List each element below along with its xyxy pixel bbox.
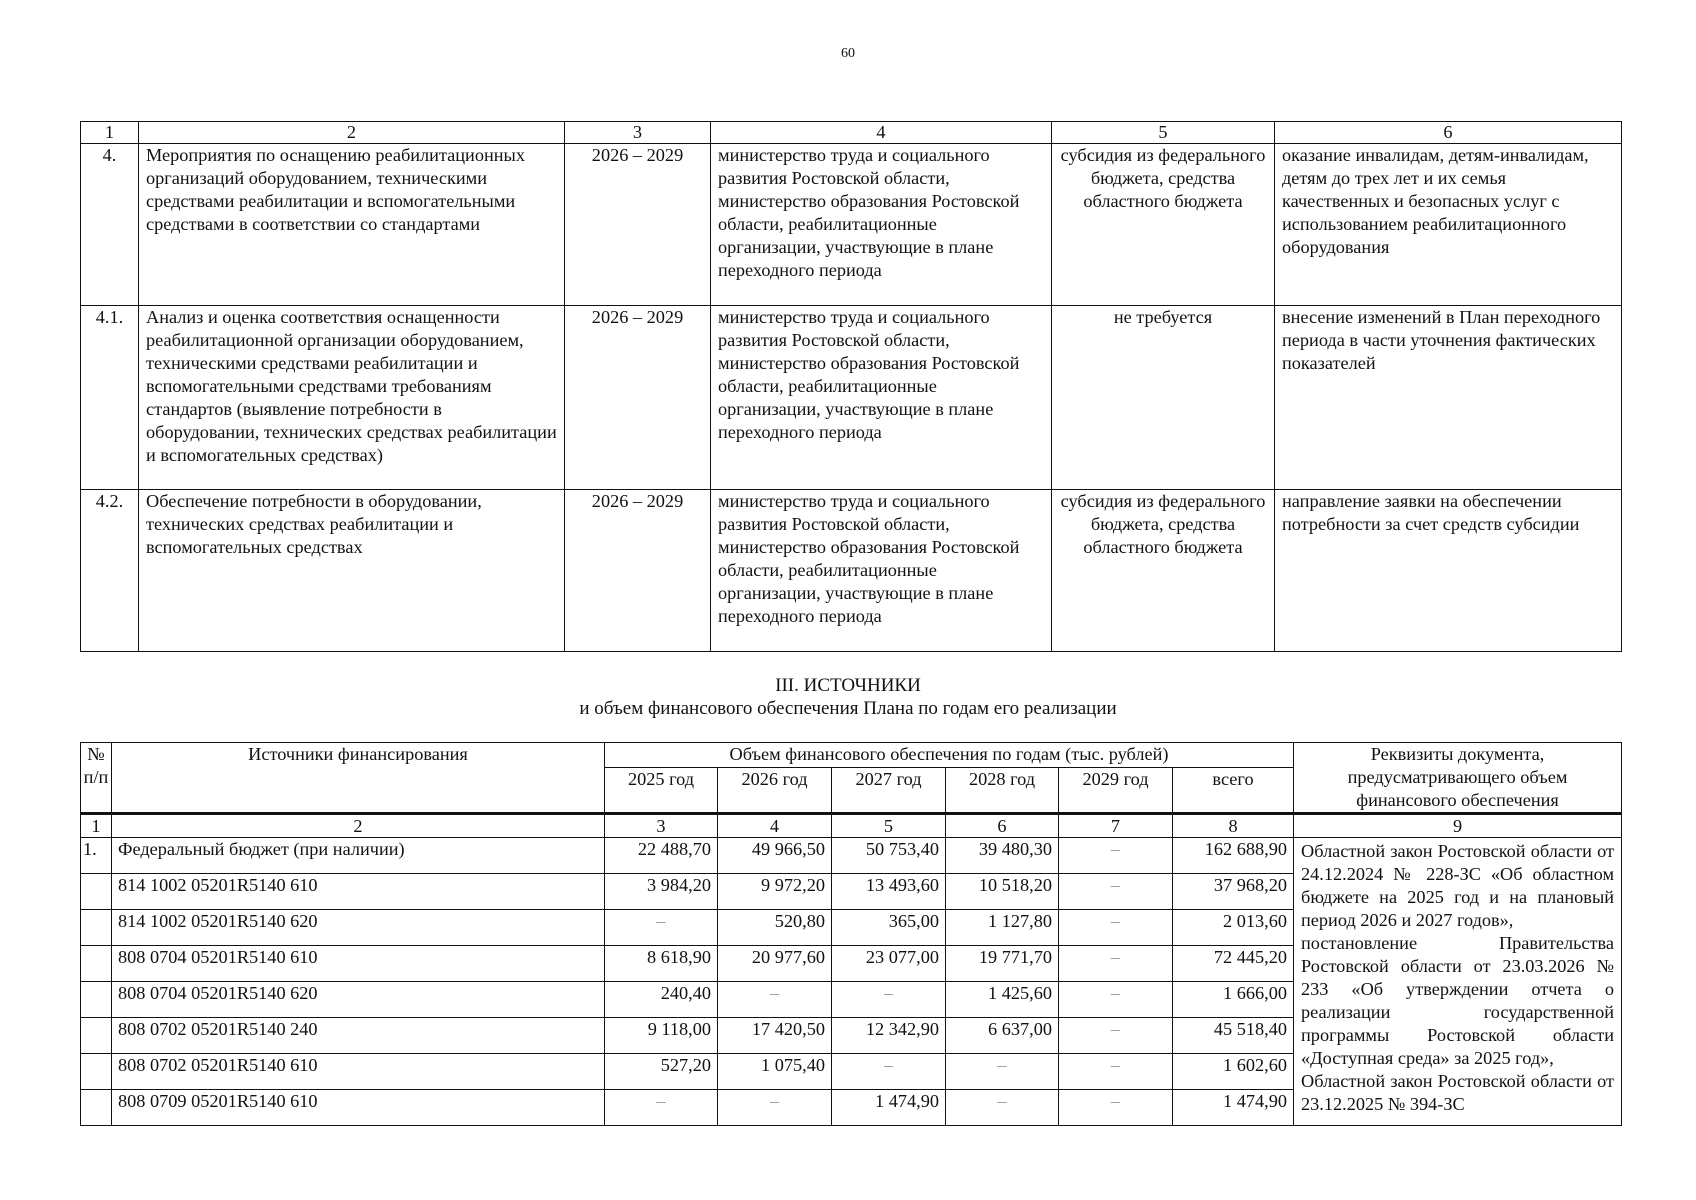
table-row: [81, 306, 1622, 490]
column-number: 5: [1052, 122, 1275, 144]
source-name: 814 1002 05201R5140 620: [112, 910, 605, 946]
empty-value: –: [1059, 910, 1173, 946]
row-number: [81, 910, 112, 946]
column-number: 5: [832, 814, 946, 838]
empty-value: –: [718, 982, 832, 1018]
empty-value: –: [1059, 838, 1173, 874]
column-number: 3: [565, 122, 711, 144]
year-value: 10 518,20: [946, 874, 1059, 910]
header-num: № п/п: [81, 743, 112, 814]
year-value: 1 474,90: [832, 1090, 946, 1126]
table-row: [81, 490, 1622, 652]
row-number: [81, 874, 112, 910]
row-number: 4.2.: [81, 490, 139, 652]
activity-period: 2026 – 2029: [565, 490, 711, 652]
empty-value: –: [1059, 874, 1173, 910]
year-value: 23 077,00: [832, 946, 946, 982]
column-number: 8: [1173, 814, 1294, 838]
column-number: 6: [946, 814, 1059, 838]
header-year: 2027 год: [832, 768, 946, 814]
empty-value: –: [605, 910, 718, 946]
total-value: 1 602,60: [1173, 1054, 1294, 1090]
activity-name: Обеспечение потребности в оборудовании, технических средствах реабилитации и вспомогательных средствах: [139, 490, 565, 652]
requisites-paragraph: постановление Правительства Ростовской области от 23.03.2026 № 233 «Об утверждении отчета о реализации государственной программы Ростовской области «Доступная среда» за 2025 год»,: [1301, 933, 1615, 1068]
column-number: 4: [718, 814, 832, 838]
table-row: [81, 838, 1622, 874]
year-value: 240,40: [605, 982, 718, 1018]
source-name: 808 0709 05201R5140 610: [112, 1090, 605, 1126]
source-name: Федеральный бюджет (при наличии): [112, 838, 605, 874]
header-volume: Объем финансового обеспечения по годам (тыс. рублей): [605, 743, 1294, 768]
financing-table: [80, 742, 1622, 1126]
year-value: 20 977,60: [718, 946, 832, 982]
empty-value: –: [718, 1090, 832, 1126]
header-requisites: Реквизиты документа, предусматривающего объем финансового обеспечения: [1294, 743, 1622, 814]
empty-value: –: [1059, 1090, 1173, 1126]
requisites-paragraph: Областной закон Ростовской области от 23.12.2025 № 394-ЗС: [1301, 1071, 1615, 1114]
total-value: 1 474,90: [1173, 1090, 1294, 1126]
row-number: [81, 982, 112, 1018]
activities-table: [80, 121, 1622, 652]
row-number: 4.: [81, 144, 139, 306]
year-value: 9 972,20: [718, 874, 832, 910]
activity-funding: субсидия из федерального бюджета, средства областного бюджета: [1052, 490, 1275, 652]
total-value: 2 013,60: [1173, 910, 1294, 946]
year-value: 8 618,90: [605, 946, 718, 982]
total-value: 45 518,40: [1173, 1018, 1294, 1054]
year-value: 13 493,60: [832, 874, 946, 910]
year-value: 1 425,60: [946, 982, 1059, 1018]
total-value: 162 688,90: [1173, 838, 1294, 874]
activity-result: оказание инвалидам, детям-инвалидам, детям до трех лет и их семья качественных и безопасных услуг с использованием реабилитационного оборудования: [1275, 144, 1622, 306]
column-number: 3: [605, 814, 718, 838]
table-header-row: [81, 743, 1622, 768]
header-year: 2029 год: [1059, 768, 1173, 814]
activity-funding: не требуется: [1052, 306, 1275, 490]
empty-value: –: [946, 1090, 1059, 1126]
total-value: 72 445,20: [1173, 946, 1294, 982]
header-year: 2025 год: [605, 768, 718, 814]
activity-funding: субсидия из федерального бюджета, средства областного бюджета: [1052, 144, 1275, 306]
row-number: [81, 1090, 112, 1126]
year-value: 6 637,00: [946, 1018, 1059, 1054]
column-number: 4: [711, 122, 1052, 144]
row-number: 1.: [81, 838, 112, 874]
empty-value: –: [1059, 1054, 1173, 1090]
year-value: 9 118,00: [605, 1018, 718, 1054]
empty-value: –: [1059, 946, 1173, 982]
header-sources: Источники финансирования: [112, 743, 605, 814]
source-name: 808 0704 05201R5140 620: [112, 982, 605, 1018]
column-number: 2: [112, 814, 605, 838]
activity-executors: министерство труда и социального развития Ростовской области, министерство образования Ростовской области, реабилитационные организации, участвующие в плане переходного периода: [711, 306, 1052, 490]
empty-value: –: [1059, 982, 1173, 1018]
year-value: 520,80: [718, 910, 832, 946]
year-value: 527,20: [605, 1054, 718, 1090]
column-number: 7: [1059, 814, 1173, 838]
source-name: 808 0704 05201R5140 610: [112, 946, 605, 982]
year-value: 3 984,20: [605, 874, 718, 910]
header-year: 2026 год: [718, 768, 832, 814]
source-name: 808 0702 05201R5140 610: [112, 1054, 605, 1090]
empty-value: –: [832, 1054, 946, 1090]
year-value: 39 480,30: [946, 838, 1059, 874]
activity-result: направление заявки на обеспечении потребности за счет средств субсидии: [1275, 490, 1622, 652]
header-total: всего: [1173, 768, 1294, 814]
activity-result: внесение изменений в План переходного периода в части уточнения фактических показателей: [1275, 306, 1622, 490]
empty-value: –: [1059, 1018, 1173, 1054]
column-number: 2: [139, 122, 565, 144]
year-value: 49 966,50: [718, 838, 832, 874]
row-number: [81, 946, 112, 982]
activity-period: 2026 – 2029: [565, 306, 711, 490]
requisites-clip: [1301, 840, 1614, 1123]
column-number: 6: [1275, 122, 1622, 144]
empty-value: –: [832, 982, 946, 1018]
column-number: 9: [1294, 814, 1622, 838]
activity-executors: министерство труда и социального развития Ростовской области, министерство образования Ростовской области, реабилитационные организации, участвующие в плане переходного периода: [711, 144, 1052, 306]
year-value: 19 771,70: [946, 946, 1059, 982]
table-row: [81, 144, 1622, 306]
activity-period: 2026 – 2029: [565, 144, 711, 306]
requisites-text: [1294, 838, 1622, 1126]
source-name: 814 1002 05201R5140 610: [112, 874, 605, 910]
year-value: 1 075,40: [718, 1054, 832, 1090]
year-value: 1 127,80: [946, 910, 1059, 946]
column-numbers-row: [81, 814, 1622, 838]
activity-executors: министерство труда и социального развития Ростовской области, министерство образования Ростовской области, реабилитационные организации, участвующие в плане переходного периода: [711, 490, 1052, 652]
row-number: [81, 1018, 112, 1054]
row-number: 4.1.: [81, 306, 139, 490]
year-value: 50 753,40: [832, 838, 946, 874]
empty-value: –: [605, 1090, 718, 1126]
row-number: [81, 1054, 112, 1090]
page-number: 60: [841, 46, 855, 61]
activity-name: Мероприятия по оснащению реабилитационных организаций оборудованием, техническими средствами реабилитации и вспомогательными средствами в соответствии со стандартами: [139, 144, 565, 306]
requisites-paragraph: Областной закон Ростовской области от 24.12.2024 № 228-ЗС «Об областном бюджете на 2025 год и на плановый период 2026 и 2027 годов»,: [1301, 841, 1615, 930]
column-number: 1: [81, 122, 139, 144]
year-value: 365,00: [832, 910, 946, 946]
total-value: 1 666,00: [1173, 982, 1294, 1018]
section-subtitle: и объем финансового обеспечения Плана по годам его реализации: [579, 698, 1117, 719]
total-value: 37 968,20: [1173, 874, 1294, 910]
section-title: III. ИСТОЧНИКИ: [775, 675, 921, 696]
year-value: 22 488,70: [605, 838, 718, 874]
header-year: 2028 год: [946, 768, 1059, 814]
column-number: 1: [81, 814, 112, 838]
year-value: 12 342,90: [832, 1018, 946, 1054]
source-name: 808 0702 05201R5140 240: [112, 1018, 605, 1054]
year-value: 17 420,50: [718, 1018, 832, 1054]
activity-name: Анализ и оценка соответствия оснащенности реабилитационной организации оборудованием, техническими средствами реабилитации и вспомогательными средствами требованиям стандартов (выявление потребности в оборудовании, технических средствах реабилитации и вспомогательных средствах): [139, 306, 565, 490]
table-header-row: [81, 122, 1622, 144]
empty-value: –: [946, 1054, 1059, 1090]
